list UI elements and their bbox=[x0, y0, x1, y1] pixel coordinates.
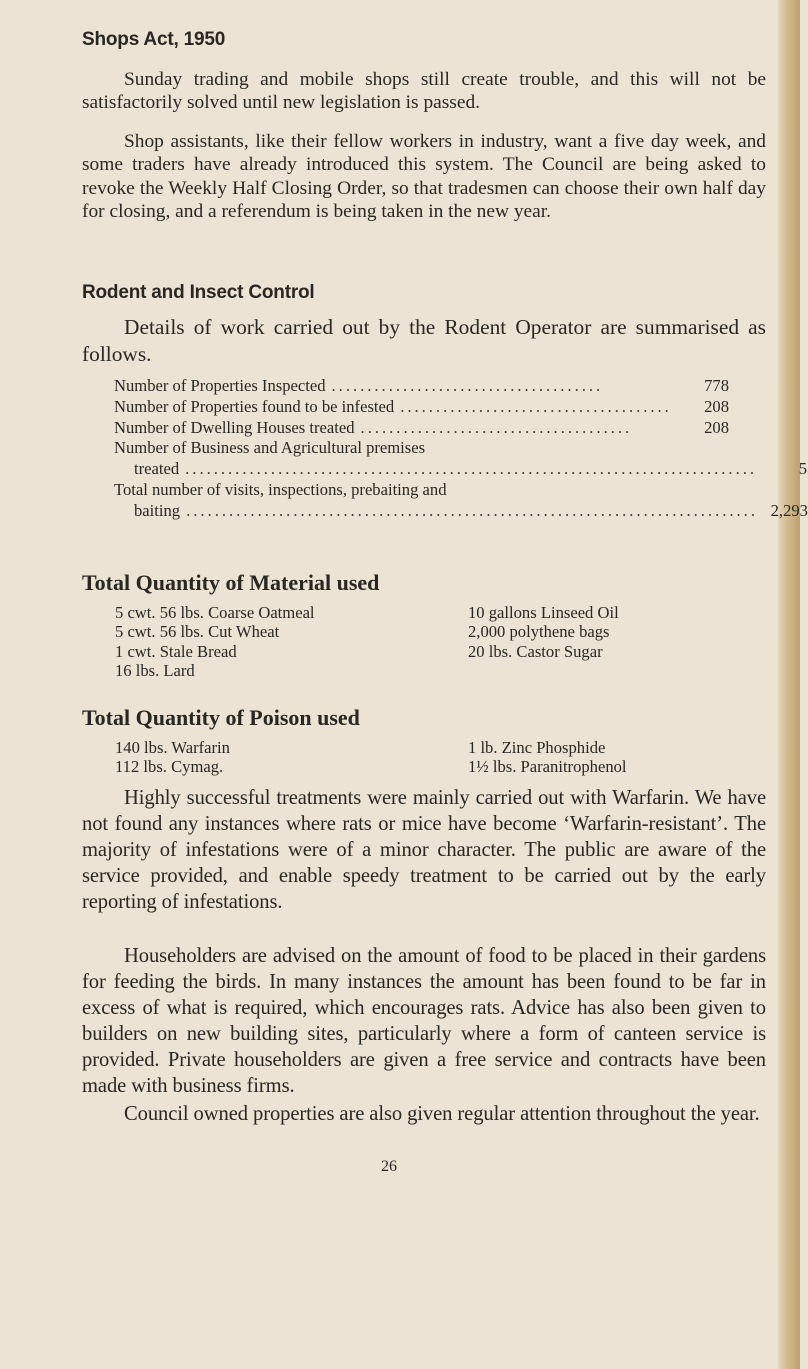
poison-item: 112 lbs. Cymag. bbox=[115, 757, 224, 777]
stat-value: 208 bbox=[704, 396, 729, 416]
material-item: 5 cwt. 56 lbs. Coarse Oatmeal bbox=[115, 603, 315, 622]
stat-row bbox=[114, 500, 808, 522]
poison-list-left bbox=[115, 738, 230, 777]
heading-poison-used: Total Quantity of Poison used bbox=[82, 705, 360, 730]
leader-dots: ................................................................................ bbox=[186, 500, 758, 520]
poison-item: 140 lbs. Warfarin bbox=[115, 738, 230, 757]
material-item: 2,000 polythene bags bbox=[468, 622, 610, 642]
stat-label: Number of Properties found to be infested bbox=[114, 396, 395, 416]
shops-paragraph-2: Shop assistants, like their fellow workers in industry, want a five day week, and some traders have already introduced this system. The Council are being asked to revoke the Weekly Half Closing Order, so that tradesmen can choose their own half day for closing, and a referendum is being taken in the new year. bbox=[82, 131, 766, 222]
closing-paragraph-2: Householders are advised on the amount of food to be placed in their gardens for feeding the birds. In many instances the amount has been found to be far in excess of what is required, which encourages rats. Advice has also been given to builders on new building sites, particularly where a form of canteen service is provided. Private householders are given a free service and contracts have been made with business firms. bbox=[82, 945, 766, 1097]
leader-dots: ...................................... bbox=[400, 396, 672, 416]
closing-paragraph-3: Council owned properties are also given regular attention throughout the year. bbox=[124, 1103, 760, 1125]
material-list-left bbox=[115, 603, 315, 681]
shops-paragraph-1: Sunday trading and mobile shops still create trouble, and this will not be satisfactorily solved until new legislation is passed. bbox=[82, 69, 766, 114]
material-item: 20 lbs. Castor Sugar bbox=[468, 641, 603, 661]
stat-row bbox=[114, 376, 729, 397]
poison-item: 1 lb. Zinc Phosphide bbox=[468, 738, 606, 757]
stat-label: baiting bbox=[134, 500, 181, 520]
stat-row bbox=[114, 418, 729, 439]
heading-shops-act: Shops Act, 1950 bbox=[82, 29, 226, 50]
stat-label: treated bbox=[134, 459, 180, 479]
stat-value: 5 bbox=[798, 459, 808, 479]
stat-value: 778 bbox=[704, 376, 729, 395]
stat-row bbox=[114, 459, 808, 480]
material-item: 1 cwt. Stale Bread bbox=[115, 641, 237, 661]
rodent-statistics bbox=[114, 376, 808, 522]
closing-paragraph-1: Highly successful treatments were mainly carried out with Warfarin. We have not found any instances where rats or mice have become ‘Warfarin-resistant’. The majority of infestations were of a minor character. The public are aware of the service provided, and enable speedy treatment to be carried out by the early reporting of infestations. bbox=[82, 787, 766, 913]
leader-dots: ...................................... bbox=[360, 417, 633, 437]
stat-value: 2,293 bbox=[770, 500, 808, 520]
stat-label: Number of Dwelling Houses treated bbox=[114, 417, 355, 437]
material-list-right bbox=[468, 603, 619, 661]
leader-dots: ................................................................................ bbox=[185, 459, 758, 479]
rodent-intro-paragraph: Details of work carried out by the Rodent Operator are summarised as follows. bbox=[82, 315, 766, 366]
stat-label-line: Total number of visits, inspections, prebaiting and bbox=[114, 479, 447, 499]
page-number: 26 bbox=[381, 1158, 397, 1175]
heading-material-used: Total Quantity of Material used bbox=[82, 570, 380, 595]
material-item: 10 gallons Linseed Oil bbox=[468, 603, 619, 622]
material-item: 5 cwt. 56 lbs. Cut Wheat bbox=[115, 622, 280, 642]
leader-dots: ...................................... bbox=[331, 376, 604, 395]
stat-row bbox=[114, 397, 729, 418]
poison-list-right bbox=[468, 738, 627, 777]
stat-label: Number of Properties Inspected bbox=[114, 376, 326, 395]
heading-rodent-control: Rodent and Insect Control bbox=[82, 282, 315, 303]
material-item: 16 lbs. Lard bbox=[115, 661, 195, 681]
poison-item: 1½ lbs. Paranitrophenol bbox=[468, 757, 627, 777]
page-edge bbox=[778, 0, 800, 1369]
stat-value: 208 bbox=[704, 417, 729, 437]
stat-label-line: Number of Business and Agricultural premises bbox=[114, 438, 426, 458]
